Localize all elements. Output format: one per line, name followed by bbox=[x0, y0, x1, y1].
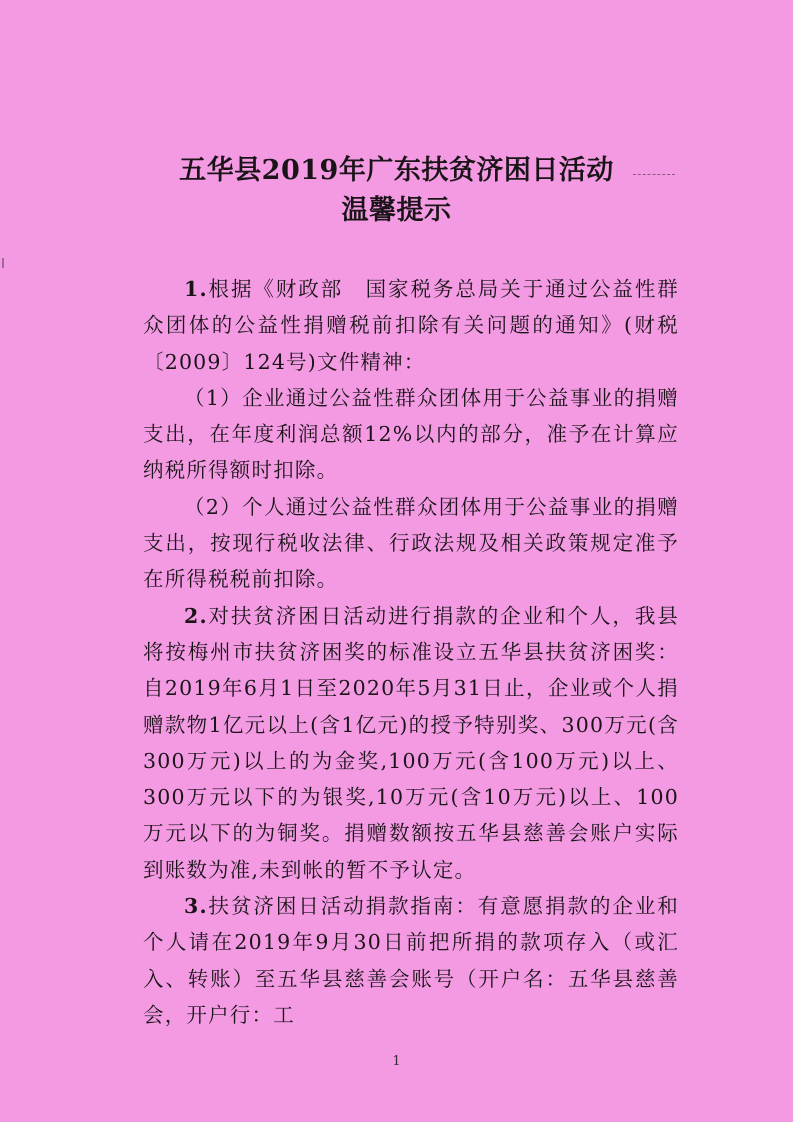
paragraph-number: 1. bbox=[184, 277, 208, 301]
paragraph-3 bbox=[143, 888, 679, 1033]
title-dashed-rule bbox=[633, 174, 675, 175]
paragraph-number: 3. bbox=[184, 894, 208, 919]
page-number: 1 bbox=[392, 1054, 401, 1069]
paragraph-text: 扶贫济困日活动捐款指南：有意愿捐款的企业和个人请在2019年9月30日前把所捐的款项存入（或汇入、转账）至五华县慈善会账号（开户名：五华县慈善会，开户行：工 bbox=[143, 894, 679, 1027]
paragraph-1-item-2 bbox=[143, 489, 679, 598]
paragraph-text: 根据《财政部 国家税务总局关于通过公益性群众团体的公益性捐赠税前扣除有关问题的通知》(财税〔2009〕124号)文件精神： bbox=[143, 277, 679, 374]
paragraph-1-item-1 bbox=[143, 380, 679, 489]
paragraph-number: 2. bbox=[184, 603, 208, 628]
scan-margin-mark bbox=[2, 258, 4, 268]
document-body bbox=[143, 271, 679, 1033]
paragraph-1 bbox=[143, 271, 679, 380]
document-title-line-1: 五华县2019年广东扶贫济困日活动 bbox=[179, 155, 614, 186]
paragraph-text: （2）个人通过公益性群众团体用于公益事业的捐赠支出，按现行税收法律、行政法规及相关政策规定准予在所得税税前扣除。 bbox=[143, 494, 679, 592]
document-title-line-2: 温馨提示 bbox=[341, 195, 452, 226]
paragraph-text: （1）企业通过公益性群众团体用于公益事业的捐赠支出，在年度利润总额12%以内的部分，准予在计算应纳税所得额时扣除。 bbox=[143, 385, 679, 483]
paragraph-text: 对扶贫济困日活动进行捐款的企业和个人，我县将按梅州市扶贫济困奖的标准设立五华县扶贫济困奖：自2019年6月1日至2020年5月31日止，企业或个人捐赠款物1亿元以上(含1亿元)的授予特别奖、300万元(含300万元)以上的为金奖,100万元(含100万元)以上、300万元以下的为银奖,10万元(含10万元)以上、100万元以下的为铜奖。捐赠数额按五华县慈善会账户实际到账数为准,未到帐的暂不予认定。 bbox=[143, 603, 679, 882]
paragraph-2 bbox=[143, 598, 679, 888]
